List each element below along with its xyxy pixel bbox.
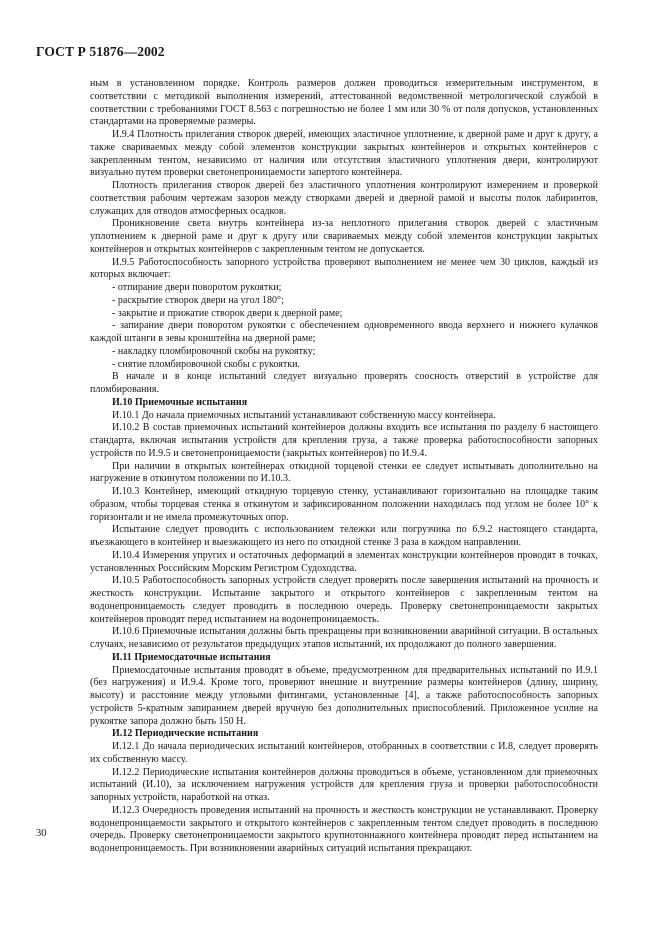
- document-header: ГОСТ Р 51876—2002: [36, 44, 165, 59]
- paragraph: И.10.2 В состав приемочных испытаний контейнеров должны входить все испытания по разделу 6 настоящего стандарта, включая испытания устройств для крепления груза, а также проверка работоспособности запорных устройств по И.9.5 и светонепроницаемости (закрытых контейнеров) по И.9.4.: [90, 422, 598, 459]
- paragraph: И.10.1 До начала приемочных испытаний устанавливают собственную массу контейнера.: [112, 409, 496, 421]
- paragraph: И.10.6 Приемочные испытания должны быть прекращены при возникновении аварийной ситуации. В остальных случаях, независимо от результатов предыдущих этапов испытаний, их продолжают до полного завершения.: [90, 626, 598, 650]
- paragraph: Приемосдаточные испытания проводят в объеме, предусмотренном для предварительных испытаний по И.9.1 (без нагружения) и И.9.4. Кроме того, проверяют внешние и внутренние размеры контейнеров (длину, ширину, высоту) и расстояние между угловыми фитингами, установленные [4], а также работоспособность запорных устройств 5-кратным запиранием дверей вручную без дополнительных приспособлений. Приложенное усилие на рукоятке запора должно быть 150 Н.: [90, 664, 598, 727]
- paragraph: - накладку пломбировочной скобы на рукоятку;: [112, 345, 316, 357]
- paragraph: - снятие пломбировочной скобы с рукоятки.: [112, 358, 300, 370]
- page-number: 30: [36, 828, 47, 839]
- paragraph: Испытание следует проводить с использованием тележки или погрузчика по 6.9.2 настоящего стандарта, въезжающего в контейнер и выезжающего из него по откидной стенке 3 раза в каждом направлении.: [90, 524, 598, 548]
- paragraph: При наличии в открытых контейнерах откидной торцевой стенки ее следует испытывать дополнительно на нагружение в откинутом положении по И.10.3.: [90, 460, 598, 485]
- paragraph: - раскрытие створок двери на угол 180°;: [112, 294, 284, 306]
- paragraph: - запирание двери поворотом рукоятки с обеспечением одновременного ввода верхнего и нижнего кулачков каждой штанги в зевы кронштейна на дверной раме;: [90, 320, 598, 344]
- paragraph: И.12.3 Очередность проведения испытаний на прочность и жесткость конструкции не устанавливают. Проверку водонепроницаемости закрытого и открытого контейнеров с закрепленным тентом следует проводить в последнюю очередь. Проверку светонепроницаемости закрытого крупнотоннажного контейнера проводят перед испытанием на водонепроницаемость. При возникновении аварийных ситуаций испытания прекращают.: [90, 804, 598, 854]
- paragraph: ным в установленном порядке. Контроль размеров должен проводиться измерительным инструментом, в соответствии с методикой выполнения измерений, аттестованной ведомственной метрологической службой в соответствии с требованиями ГОСТ 8.563 с погрешностью не более 1 мм или 30 % от поля допусков, установленных стандартами на проверяемые размеры.: [90, 78, 598, 128]
- section-heading: И.11 Приемосдаточные испытания: [112, 651, 271, 663]
- paragraph: - закрытие и прижатие створок двери к дверной раме;: [112, 307, 343, 319]
- paragraph: Проникновение света внутрь контейнера из-за неплотного прилегания створок дверей с эластичным уплотнением к дверной раме и друг к другу или свариваемых между собой элементов конструкции закрытых контейнеров и открытых контейнеров с закрепленным тентом не допускается.: [90, 218, 598, 255]
- paragraph: В начале и в конце испытаний следует визуально проверять соосность отверстий в устройстве для пломбирования.: [90, 371, 598, 395]
- paragraph: И.9.4 Плотность прилегания створок дверей, имеющих эластичное уплотнение, к дверной раме и друг к другу, а также свариваемых между собой элементов конструкции закрытых контейнеров и открытых контейнеров с закрепленным тентом, независимо от наличия или отсутствия эластичного уплотнения двери, контролируют визуально путем проверки светонепроницаемости запертого контейнера.: [90, 129, 598, 179]
- paragraph: Плотность прилегания створок дверей без эластичного уплотнения контролируют измерением и проверкой соответствия рабочим чертежам зазоров между створками дверей и дверной рамой и высоты полок лабиринтов, служащих для отводов атмосферных осадков.: [90, 180, 598, 217]
- paragraph: И.12.1 До начала периодических испытаний контейнеров, отобранных в соответствии с И.8, следует проверять их собственную массу.: [90, 741, 598, 765]
- section-heading: И.12 Периодические испытания: [112, 728, 259, 740]
- paragraph: И.10.5 Работоспособность запорных устройств следует проверять после завершения испытаний на прочность и жесткость конструкции. Испытание закрытого и открытого контейнеров с закрепленным тентом на водонепроницаемость следует проводить в последнюю очередь. Проверку светонепроницаемости закрытых контейнеров проводят перед испытанием на водонепроницаемость.: [90, 575, 598, 625]
- paragraph: И.12.2 Периодические испытания контейнеров должны проводиться в объеме, установленном для приемочных испытаний (И.10), за исключением нагружения устройств для крепления груза и проверки работоспособности запорных устройств, наработкой на отказ.: [90, 766, 598, 803]
- paragraph: И.10.4 Измерения упругих и остаточных деформаций в элементах конструкции контейнеров проводят в точках, установленных Российским Морским Регистром Судоходства.: [90, 549, 598, 574]
- paragraph: И.9.5 Работоспособность запорного устройства проверяют выполнением не менее чем 30 циклов, каждый из которых включает:: [90, 256, 598, 281]
- paragraph: И.10.3 Контейнер, имеющий откидную торцевую стенку, устанавливают горизонтально на площадке таким образом, чтобы торцевая стенка в откинутом и зафиксированном положении находилась под углом не более 10° к горизонтали и не имела промежуточных опор.: [90, 486, 598, 523]
- section-heading: И.10 Приемочные испытания: [112, 396, 248, 408]
- paragraph: - отпирание двери поворотом рукоятки;: [112, 282, 282, 293]
- document-body: [90, 78, 598, 856]
